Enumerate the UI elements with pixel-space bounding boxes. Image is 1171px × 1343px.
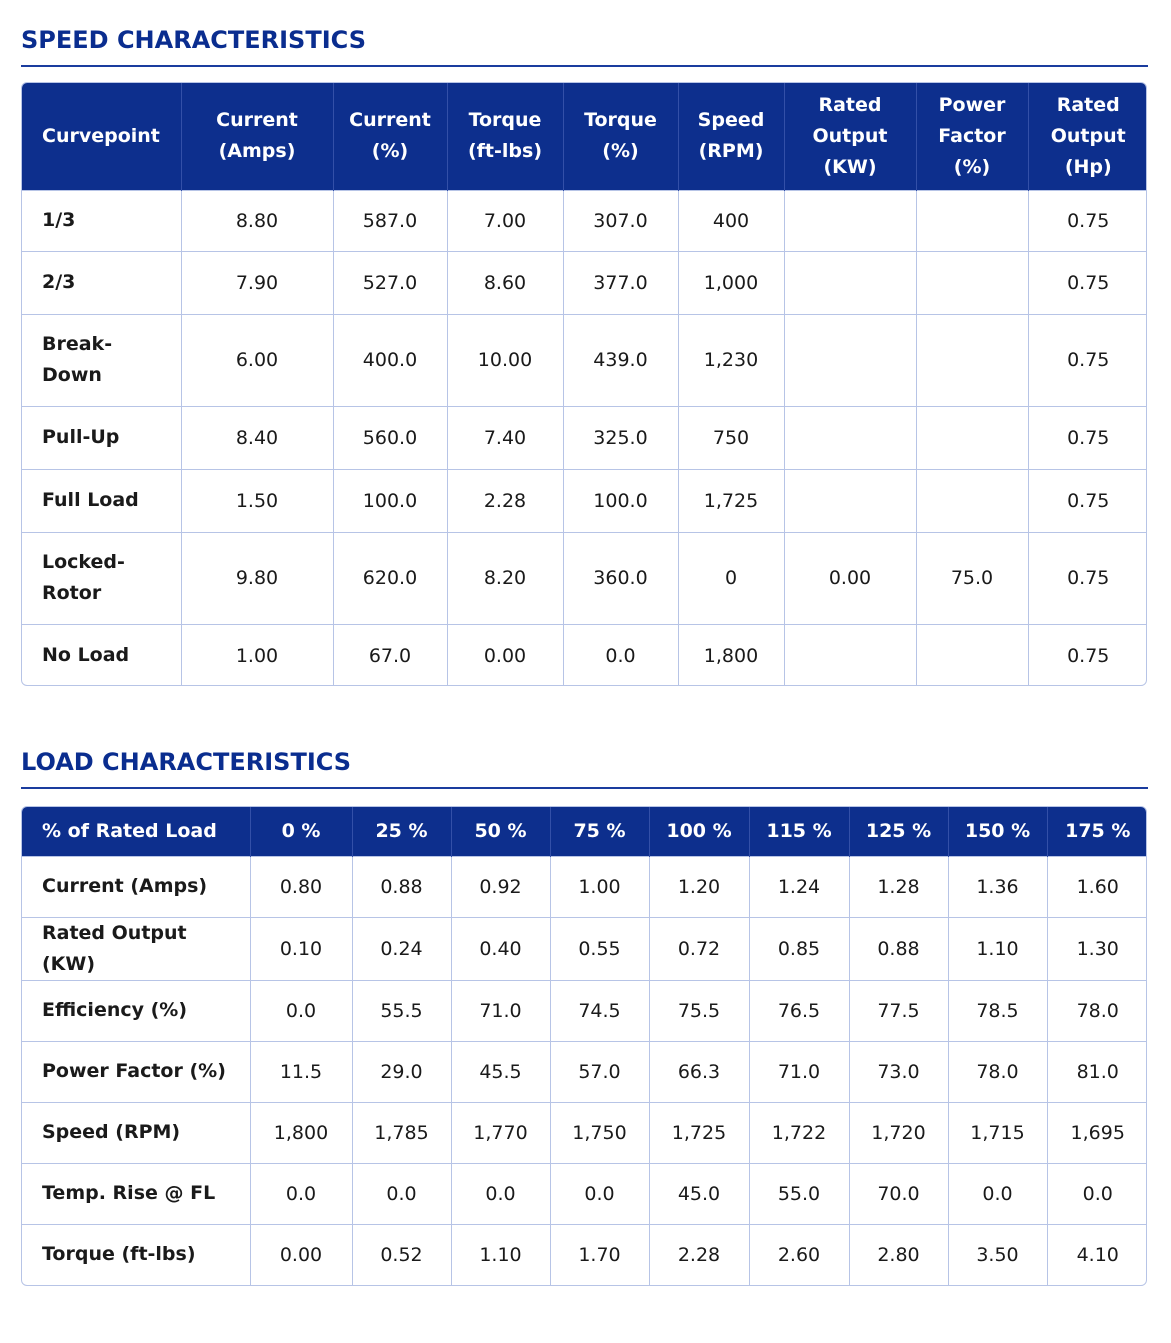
speed-col-header-text: (Amps) bbox=[218, 140, 296, 163]
load-cell: 2.80 bbox=[849, 1224, 948, 1285]
speed-col-header bbox=[447, 83, 563, 190]
speed-table-header-row bbox=[22, 83, 1147, 190]
speed-cell: 400 bbox=[678, 190, 784, 251]
speed-cell bbox=[784, 251, 916, 314]
speed-row-label bbox=[22, 469, 181, 532]
speed-cell bbox=[916, 190, 1028, 251]
speed-row-label bbox=[22, 624, 181, 686]
speed-row-label bbox=[22, 406, 181, 469]
speed-cell: 8.60 bbox=[447, 251, 563, 314]
speed-row-label-text: Full Load bbox=[42, 489, 139, 511]
speed-table-row bbox=[22, 532, 1147, 624]
load-cell: 1,715 bbox=[948, 1102, 1047, 1163]
load-characteristics-title: LOAD CHARACTERISTICS bbox=[21, 748, 352, 776]
load-cell: 45.0 bbox=[649, 1163, 749, 1224]
speed-row-label-text: 2/3 bbox=[42, 271, 76, 293]
speed-characteristics-table bbox=[22, 83, 1147, 686]
speed-row-label-text: Break- bbox=[42, 333, 113, 355]
speed-col-header bbox=[563, 83, 678, 190]
load-col-header: 150 % bbox=[948, 807, 1047, 856]
load-col-header: 0 % bbox=[250, 807, 352, 856]
load-cell: 45.5 bbox=[451, 1041, 550, 1102]
load-cell: 1,722 bbox=[749, 1102, 849, 1163]
speed-col-header-text: Rated bbox=[1056, 93, 1120, 116]
load-cell: 66.3 bbox=[649, 1041, 749, 1102]
speed-cell: 360.0 bbox=[563, 532, 678, 624]
speed-col-header-text: Speed bbox=[697, 109, 765, 132]
load-cell: 0.0 bbox=[948, 1163, 1047, 1224]
speed-row-label-text: 1/3 bbox=[42, 209, 76, 231]
load-cell: 73.0 bbox=[849, 1041, 948, 1102]
load-cell: 1.10 bbox=[948, 917, 1047, 980]
speed-characteristics-table-container bbox=[21, 82, 1147, 686]
speed-cell: 1,000 bbox=[678, 251, 784, 314]
load-table-row bbox=[22, 1163, 1147, 1224]
speed-cell bbox=[916, 314, 1028, 406]
speed-cell: 0.75 bbox=[1028, 251, 1147, 314]
speed-cell: 0.75 bbox=[1028, 314, 1147, 406]
speed-cell: 2.28 bbox=[447, 469, 563, 532]
load-col-header: 175 % bbox=[1047, 807, 1147, 856]
speed-title-divider bbox=[21, 65, 1148, 67]
load-table-row bbox=[22, 980, 1147, 1041]
speed-col-header bbox=[181, 83, 333, 190]
load-table-row bbox=[22, 856, 1147, 917]
load-cell: 29.0 bbox=[352, 1041, 451, 1102]
speed-col-header-text: (KW) bbox=[823, 155, 877, 178]
load-cell: 1,785 bbox=[352, 1102, 451, 1163]
load-cell: 76.5 bbox=[749, 980, 849, 1041]
speed-cell: 75.0 bbox=[916, 532, 1028, 624]
load-cell: 0.0 bbox=[451, 1163, 550, 1224]
speed-cell: 620.0 bbox=[333, 532, 447, 624]
load-row-label: Torque (ft-lbs) bbox=[22, 1224, 250, 1285]
speed-cell: 527.0 bbox=[333, 251, 447, 314]
load-cell: 1.60 bbox=[1047, 856, 1147, 917]
load-row-label: Efficiency (%) bbox=[22, 980, 250, 1041]
speed-col-header-text: Factor bbox=[938, 124, 1006, 147]
load-row-label: Power Factor (%) bbox=[22, 1041, 250, 1102]
speed-cell: 0.0 bbox=[563, 624, 678, 686]
load-cell: 1.30 bbox=[1047, 917, 1147, 980]
load-cell: 1,695 bbox=[1047, 1102, 1147, 1163]
load-table-row bbox=[22, 1224, 1147, 1285]
speed-cell: 1,725 bbox=[678, 469, 784, 532]
load-characteristics-table bbox=[22, 807, 1147, 1285]
load-cell: 1,720 bbox=[849, 1102, 948, 1163]
speed-table-row bbox=[22, 190, 1147, 251]
load-cell: 1.00 bbox=[550, 856, 649, 917]
load-cell: 2.60 bbox=[749, 1224, 849, 1285]
speed-table-row bbox=[22, 406, 1147, 469]
load-cell: 77.5 bbox=[849, 980, 948, 1041]
load-cell: 1,750 bbox=[550, 1102, 649, 1163]
load-cell: 4.10 bbox=[1047, 1224, 1147, 1285]
speed-col-header-text: Output bbox=[1050, 124, 1126, 147]
load-cell: 0.00 bbox=[250, 1224, 352, 1285]
speed-table-row bbox=[22, 624, 1147, 686]
speed-col-header-text: Output bbox=[812, 124, 888, 147]
load-cell: 0.72 bbox=[649, 917, 749, 980]
speed-cell: 325.0 bbox=[563, 406, 678, 469]
speed-characteristics-title: SPEED CHARACTERISTICS bbox=[21, 26, 366, 54]
load-table-row bbox=[22, 1041, 1147, 1102]
speed-table-row bbox=[22, 469, 1147, 532]
speed-row-label-text: Locked- bbox=[42, 551, 125, 573]
load-cell: 0.24 bbox=[352, 917, 451, 980]
speed-cell bbox=[784, 624, 916, 686]
speed-row-label bbox=[22, 314, 181, 406]
speed-cell: 0.00 bbox=[784, 532, 916, 624]
speed-col-header-text: (Hp) bbox=[1064, 155, 1112, 178]
speed-cell bbox=[916, 406, 1028, 469]
speed-col-header-text: Curvepoint bbox=[42, 124, 160, 147]
load-cell: 78.0 bbox=[1047, 980, 1147, 1041]
speed-cell: 307.0 bbox=[563, 190, 678, 251]
load-cell: 1,800 bbox=[250, 1102, 352, 1163]
speed-cell: 8.40 bbox=[181, 406, 333, 469]
load-col-header: 100 % bbox=[649, 807, 749, 856]
speed-cell: 0.75 bbox=[1028, 624, 1147, 686]
speed-col-header-text: (RPM) bbox=[698, 140, 764, 163]
load-cell: 0.52 bbox=[352, 1224, 451, 1285]
speed-cell: 0.75 bbox=[1028, 190, 1147, 251]
speed-cell: 7.90 bbox=[181, 251, 333, 314]
load-cell: 71.0 bbox=[749, 1041, 849, 1102]
speed-cell: 8.20 bbox=[447, 532, 563, 624]
speed-table-row bbox=[22, 314, 1147, 406]
load-cell: 74.5 bbox=[550, 980, 649, 1041]
load-col-header: % of Rated Load bbox=[22, 807, 250, 856]
load-cell: 55.0 bbox=[749, 1163, 849, 1224]
speed-cell bbox=[916, 469, 1028, 532]
speed-col-header-text: Power bbox=[938, 93, 1006, 116]
speed-row-label bbox=[22, 532, 181, 624]
load-col-header: 25 % bbox=[352, 807, 451, 856]
speed-table-row bbox=[22, 251, 1147, 314]
speed-cell: 100.0 bbox=[333, 469, 447, 532]
load-col-header: 115 % bbox=[749, 807, 849, 856]
load-cell: 0.85 bbox=[749, 917, 849, 980]
load-col-header: 75 % bbox=[550, 807, 649, 856]
load-cell: 1,770 bbox=[451, 1102, 550, 1163]
load-cell: 0.88 bbox=[352, 856, 451, 917]
speed-row-label bbox=[22, 190, 181, 251]
load-row-label: Temp. Rise @ FL bbox=[22, 1163, 250, 1224]
load-cell: 11.5 bbox=[250, 1041, 352, 1102]
speed-row-label-text: Down bbox=[42, 364, 102, 386]
speed-cell: 750 bbox=[678, 406, 784, 469]
load-cell: 57.0 bbox=[550, 1041, 649, 1102]
speed-cell: 1.00 bbox=[181, 624, 333, 686]
load-cell: 55.5 bbox=[352, 980, 451, 1041]
speed-row-label bbox=[22, 251, 181, 314]
load-cell: 0.80 bbox=[250, 856, 352, 917]
speed-cell: 1.50 bbox=[181, 469, 333, 532]
speed-col-header-text: (%) bbox=[371, 140, 409, 163]
speed-col-header bbox=[333, 83, 447, 190]
speed-cell: 67.0 bbox=[333, 624, 447, 686]
load-row-label: Current (Amps) bbox=[22, 856, 250, 917]
load-cell: 70.0 bbox=[849, 1163, 948, 1224]
speed-col-header bbox=[916, 83, 1028, 190]
load-cell: 0.40 bbox=[451, 917, 550, 980]
speed-col-header-text: (%) bbox=[602, 140, 639, 163]
load-characteristics-table-container bbox=[21, 806, 1147, 1286]
load-cell: 1.10 bbox=[451, 1224, 550, 1285]
speed-col-header-text: Rated bbox=[818, 93, 882, 116]
load-cell: 78.5 bbox=[948, 980, 1047, 1041]
load-cell: 3.50 bbox=[948, 1224, 1047, 1285]
speed-col-header-text: Torque bbox=[584, 109, 657, 132]
load-cell: 1.36 bbox=[948, 856, 1047, 917]
load-cell: 0.88 bbox=[849, 917, 948, 980]
speed-cell: 0.00 bbox=[447, 624, 563, 686]
speed-col-header bbox=[678, 83, 784, 190]
load-cell: 78.0 bbox=[948, 1041, 1047, 1102]
load-title-divider bbox=[21, 787, 1148, 789]
speed-cell: 1,230 bbox=[678, 314, 784, 406]
speed-cell bbox=[784, 190, 916, 251]
load-cell: 75.5 bbox=[649, 980, 749, 1041]
speed-col-header-text: (ft-lbs) bbox=[467, 140, 543, 163]
speed-cell bbox=[916, 624, 1028, 686]
load-cell: 0.0 bbox=[250, 1163, 352, 1224]
speed-cell: 0.75 bbox=[1028, 469, 1147, 532]
speed-cell: 10.00 bbox=[447, 314, 563, 406]
speed-cell: 6.00 bbox=[181, 314, 333, 406]
speed-col-header bbox=[1028, 83, 1147, 190]
load-cell: 0.0 bbox=[1047, 1163, 1147, 1224]
load-table-header-row bbox=[22, 807, 1147, 856]
load-cell: 1.24 bbox=[749, 856, 849, 917]
speed-cell: 560.0 bbox=[333, 406, 447, 469]
speed-cell: 377.0 bbox=[563, 251, 678, 314]
speed-col-header bbox=[784, 83, 916, 190]
load-cell: 71.0 bbox=[451, 980, 550, 1041]
load-col-header: 50 % bbox=[451, 807, 550, 856]
speed-cell bbox=[784, 469, 916, 532]
speed-col-header-text: (%) bbox=[953, 155, 991, 178]
speed-col-header-text: Current bbox=[349, 109, 431, 132]
load-cell: 0.92 bbox=[451, 856, 550, 917]
load-row-label: Rated Output (KW) bbox=[22, 917, 250, 980]
speed-cell: 7.40 bbox=[447, 406, 563, 469]
speed-row-label-text: Pull-Up bbox=[42, 426, 120, 448]
load-col-header: 125 % bbox=[849, 807, 948, 856]
load-table-row bbox=[22, 917, 1147, 980]
speed-cell: 8.80 bbox=[181, 190, 333, 251]
load-table-row bbox=[22, 1102, 1147, 1163]
speed-cell: 100.0 bbox=[563, 469, 678, 532]
speed-cell: 0.75 bbox=[1028, 532, 1147, 624]
speed-cell: 400.0 bbox=[333, 314, 447, 406]
speed-cell: 587.0 bbox=[333, 190, 447, 251]
speed-cell: 9.80 bbox=[181, 532, 333, 624]
speed-cell bbox=[916, 251, 1028, 314]
speed-col-header-text: Current bbox=[216, 109, 298, 132]
speed-cell: 0 bbox=[678, 532, 784, 624]
load-cell: 81.0 bbox=[1047, 1041, 1147, 1102]
speed-row-label-text: No Load bbox=[42, 644, 130, 667]
speed-col-header-text: Torque bbox=[468, 109, 542, 132]
load-cell: 1.28 bbox=[849, 856, 948, 917]
speed-cell: 0.75 bbox=[1028, 406, 1147, 469]
load-cell: 0.0 bbox=[250, 980, 352, 1041]
load-cell: 0.55 bbox=[550, 917, 649, 980]
speed-cell: 7.00 bbox=[447, 190, 563, 251]
speed-cell bbox=[784, 406, 916, 469]
load-cell: 1.20 bbox=[649, 856, 749, 917]
load-cell: 1.70 bbox=[550, 1224, 649, 1285]
speed-col-header bbox=[22, 83, 181, 190]
load-cell: 2.28 bbox=[649, 1224, 749, 1285]
load-cell: 1,725 bbox=[649, 1102, 749, 1163]
speed-cell: 439.0 bbox=[563, 314, 678, 406]
load-cell: 0.0 bbox=[550, 1163, 649, 1224]
load-cell: 0.0 bbox=[352, 1163, 451, 1224]
load-row-label: Speed (RPM) bbox=[22, 1102, 250, 1163]
speed-cell bbox=[784, 314, 916, 406]
speed-cell: 1,800 bbox=[678, 624, 784, 686]
speed-row-label-text: Rotor bbox=[42, 582, 102, 604]
load-cell: 0.10 bbox=[250, 917, 352, 980]
